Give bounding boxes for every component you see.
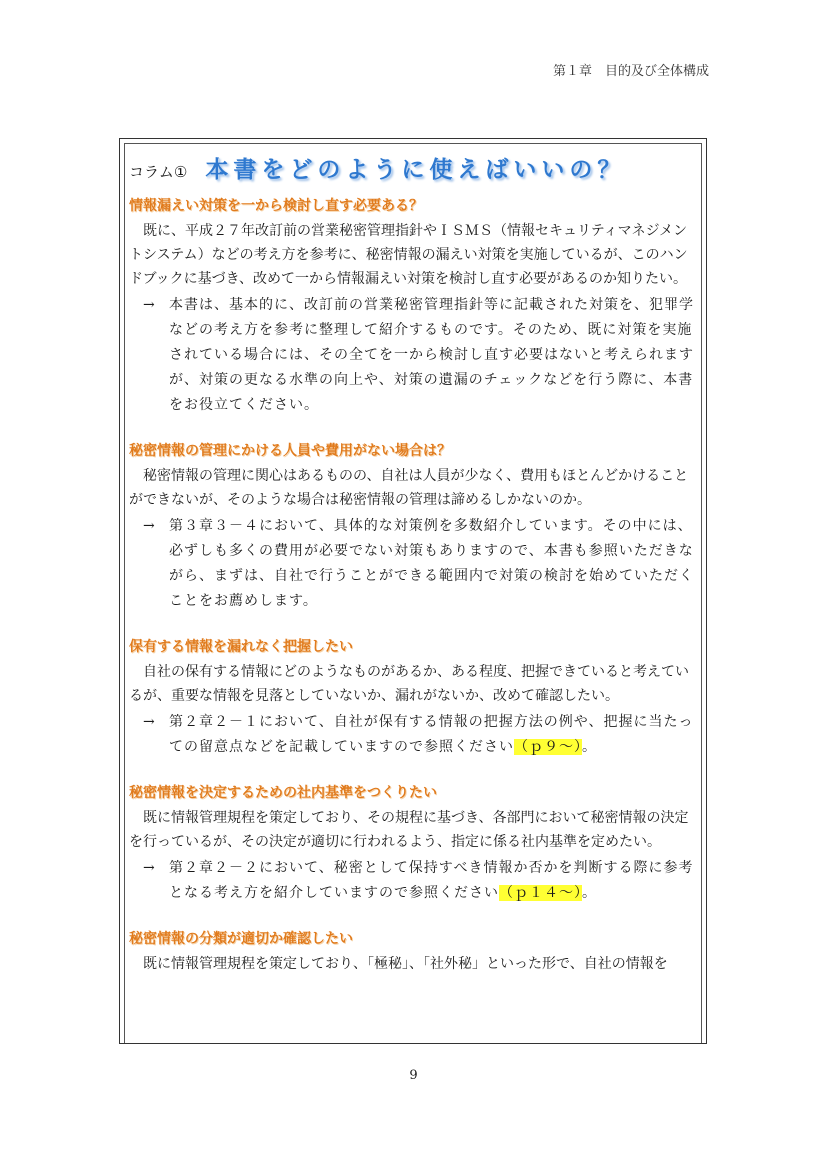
page-reference-highlight: （ｐ１４～） xyxy=(499,885,582,901)
arrow-icon: → xyxy=(143,297,156,313)
column-title: 本書をどのように使えばいいの？ xyxy=(205,157,626,183)
question-text: 秘密情報の管理に関心はあるものの、自社は人員が少なく、費用もほとんどかけることができないが、そのような場合は秘密情報の管理は諦めるしかないのか。 xyxy=(129,468,689,508)
answer-body: 第３章３－４において、具体的な対策例を多数紹介しています。その中には、必ずしも多くの費用が必要でない対策もありますので、本書も参照いただきながら、まずは、自社で行うことができる範囲内で対策の検討を始めていただくことをお薦めします。 xyxy=(169,518,694,609)
answer-body: 第２章２－１において、自社が保有する情報の把握方法の例や、把握に当たっての留意点などを記載していますので参照ください xyxy=(169,714,694,755)
qa-section-5 xyxy=(129,928,701,976)
qa-section-1 xyxy=(129,195,701,418)
question-heading: 保有する情報を漏れなく把握したい xyxy=(129,639,353,655)
column-box xyxy=(119,138,707,1044)
page-number: 9 xyxy=(409,1068,418,1083)
question-heading: 秘密情報を決定するための社内基準をつくりたい xyxy=(129,785,437,801)
question-heading: 秘密情報の管理にかける人員や費用がない場合は？ xyxy=(129,443,451,459)
qa-section-4 xyxy=(129,782,701,906)
column-content xyxy=(129,151,701,998)
answer-text xyxy=(129,856,701,906)
question-text: 自社の保有する情報にどのようなものがあるか、ある程度、把握できていると考えているが、重要な情報を見落としていないか、漏れがないか、改めて確認したい。 xyxy=(129,664,689,704)
question-heading: 情報漏えい対策を一から検討し直す必要ある？ xyxy=(129,198,423,214)
column-title-row xyxy=(129,151,701,187)
question-text: 既に情報管理規程を策定しており、「極秘」、「社外秘」といった形で、自社の情報を xyxy=(143,956,668,972)
question-text: 既に情報管理規程を策定しており、その規程に基づき、各部門において秘密情報の決定を行っているが、その決定が適切に行われるよう、指定に係る社内基準を定めたい。 xyxy=(129,810,689,850)
answer-body: 第２章２－２において、秘密として保持すべき情報か否かを判断する際に参考となる考え方を紹介していますので参照ください xyxy=(169,860,694,901)
qa-section-3 xyxy=(129,636,701,760)
answer-tail: 。 xyxy=(582,739,597,755)
arrow-icon: → xyxy=(143,714,156,730)
question-heading: 秘密情報の分類が適切か確認したい xyxy=(129,931,353,947)
answer-tail: 。 xyxy=(582,885,597,901)
qa-section-2 xyxy=(129,440,701,614)
page-reference-highlight: （ｐ９～） xyxy=(514,739,582,755)
question-text: 既に、平成２７年改訂前の営業秘密管理指針やＩＳＭＳ（情報セキュリティマネジメントシステム）などの考え方を参考に、秘密情報の漏えい対策を実施しているが、このハンドブックに基づき、改めて一から情報漏えい対策を検討し直す必要があるのか知りたい。 xyxy=(129,223,688,287)
column-label: コラム① xyxy=(129,163,188,181)
answer-body: 本書は、基本的に、改訂前の営業秘密管理指針等に記載された対策を、犯罪学などの考え方を参考に整理して紹介するものです。そのため、既に対策を実施されている場合には、その全てを一から検討し直す必要はないと考えられますが、対策の更なる水準の向上や、対策の遺漏のチェックなどを行う際に、本書をお役立てください。 xyxy=(169,297,694,413)
chapter-header: 第１章 目的及び全体構成 xyxy=(552,64,709,79)
answer-text xyxy=(129,514,701,614)
arrow-icon: → xyxy=(143,518,156,534)
answer-text xyxy=(129,293,701,418)
arrow-icon: → xyxy=(143,860,156,876)
answer-text xyxy=(129,710,701,760)
